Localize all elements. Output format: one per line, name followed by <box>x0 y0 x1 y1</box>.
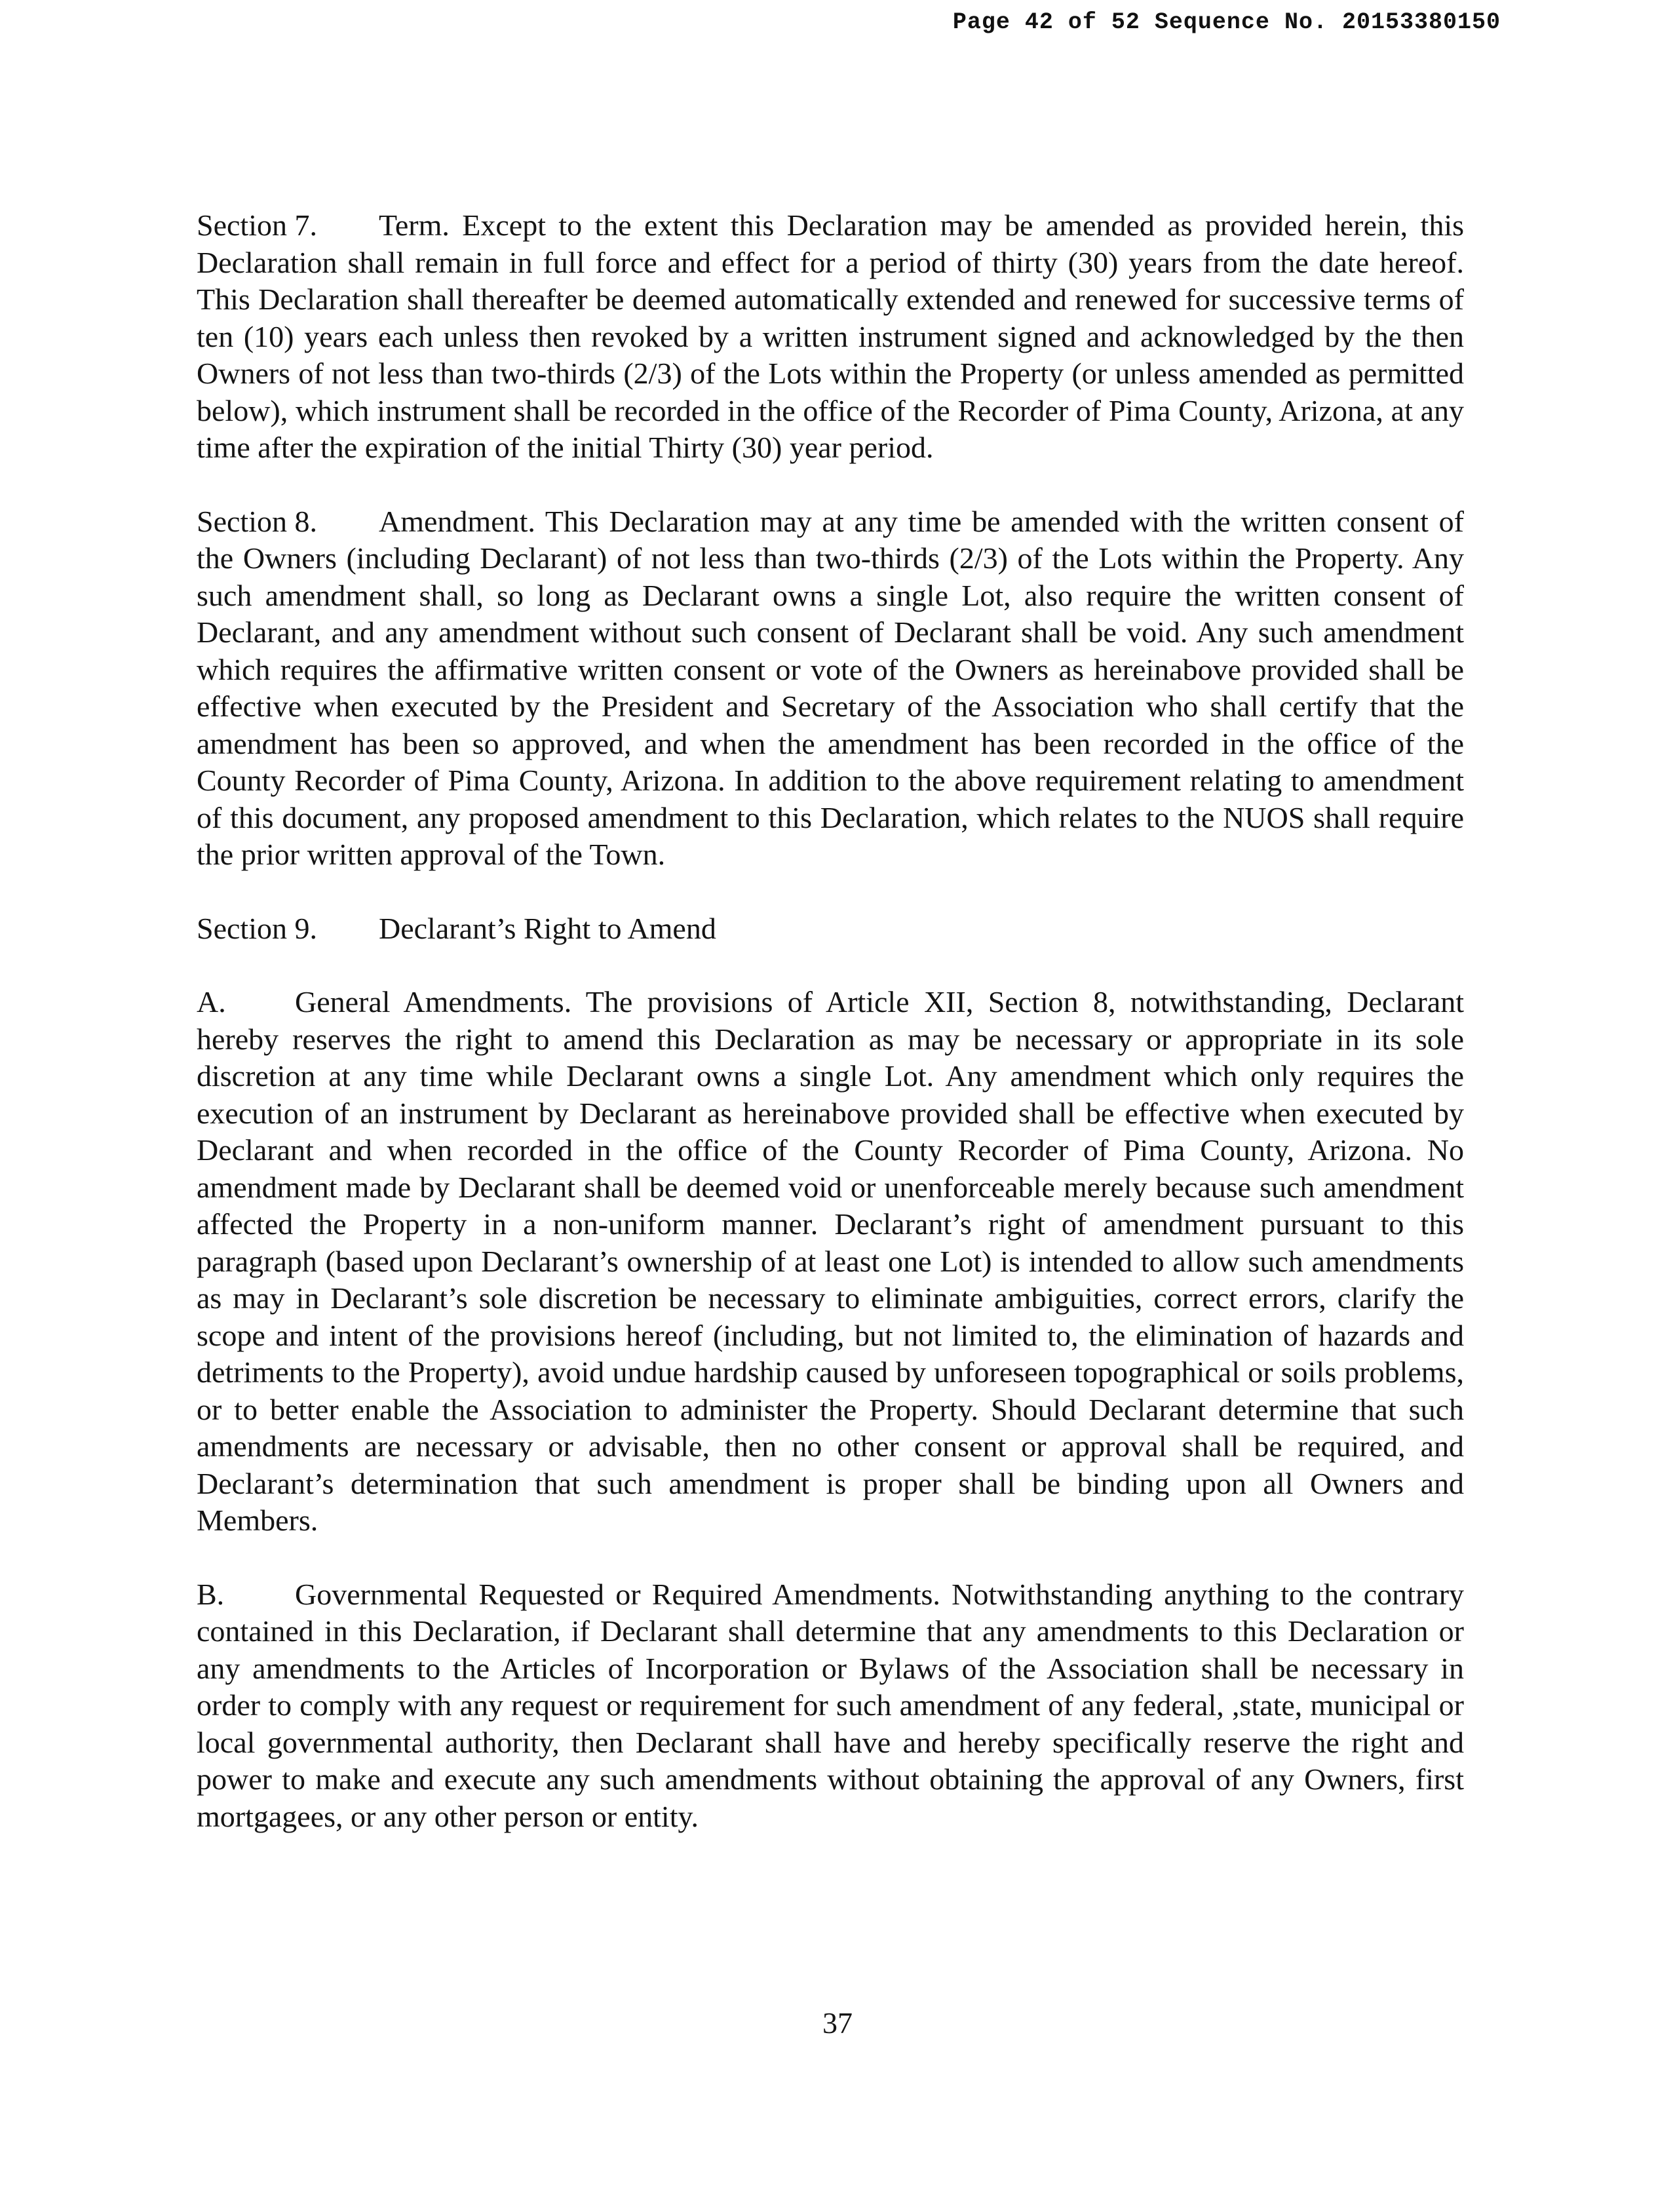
section-9-title: Declarant’s Right to Amend <box>379 911 716 945</box>
subsection-a-text: The provisions of Article XII, Section 8, notwithstanding, Declarant hereby reserves the right to amend this Declaration as may be necessary or appropriate in its sole discretion at any time while Declarant owns a single Lot. Any amendment which only requires the execution of an instrument by Declarant as hereinabove provided shall be effective when executed by Declarant and when recorded in the office of the County Recorder of Pima County, Arizona. No amendment made by Declarant shall be deemed void or unenforceable merely because such amendment affected the Property in a non-uniform manner. Declarant’s right of amendment pursuant to this paragraph (based upon Declarant’s ownership of at least one Lot) is intended to allow such amendments as may in Declarant’s sole discretion be necessary to eliminate ambiguities, correct errors, clarify the scope and intent of the provisions hereof (including, but not limited to, the elimination of hazards and detriments to the Property), avoid undue hardship caused by unforeseen topographical or soils problems, or to better enable the Association to administer the Property. Should Declarant determine that such amendments are necessary or advisable, then no other consent or approval shall be required, and Declarant’s determination that such amendment is proper shall be binding upon all Owners and Members. <box>197 985 1465 1537</box>
page-number: 37 <box>822 2006 853 2040</box>
section-7-text: Except to the extent this Declaration may be amended as provided herein, this Declaration shall remain in full force and effect for a period of thirty (30) years from the date hereof. This Declaration shall thereafter be deemed automatically extended and renewed for successive terms of ten (10) years each unless then revoked by a written instrument signed and acknowledged by the then Owners of not less than two-thirds (2/3) of the Lots within the Property (or unless amended as permitted below), which instrument shall be recorded in the office of the Recorder of Pima County, Arizona, at any time after the expiration of the initial Thirty (30) year period. <box>197 208 1465 464</box>
subsection-a-label: A. <box>197 985 226 1019</box>
subsection-b-label: B. <box>197 1577 225 1611</box>
section-9-label: Section 9. <box>197 911 317 945</box>
section-7-title: Term. <box>379 208 450 242</box>
section-8-paragraph <box>197 503 1464 874</box>
subsection-b-paragraph <box>197 1576 1464 1836</box>
section-8-text: This Declaration may at any time be amended with the written consent of the Owners (including Declarant) of not less than two-thirds (2/3) of the Lots within the Property. Any such amendment shall, so long as Declarant owns a single Lot, also require the written consent of Declarant, and any amendment without such consent of Declarant shall be void. Any such amendment which requires the affirmative written consent or vote of the Owners as hereinabove provided shall be effective when executed by the President and Secretary of the Association who shall certify that the amendment has been so approved, and when the amendment has been recorded in the office of the County Recorder of Pima County, Arizona. In addition to the above requirement relating to amendment of this document, any proposed amendment to this Declaration, which relates to the NUOS shall require the prior written approval of the Town. <box>197 504 1465 871</box>
section-7-label: Section 7. <box>197 208 317 242</box>
document-body <box>197 207 1464 1835</box>
section-8-title: Amendment. <box>379 504 535 538</box>
subsection-a-paragraph <box>197 984 1464 1540</box>
section-7-paragraph <box>197 207 1464 467</box>
subsection-b-text: Notwithstanding anything to the contrary contained in this Declaration, if Declarant shall determine that any amendments to this Declaration or any amendments to the Articles of Incorporation or Bylaws of the Association shall be necessary in order to comply with any request or requirement for such amendment of any federal, ,state, municipal or local governmental authority, then Declarant shall have and hereby specifically reserve the right and power to make and execute any such amendments without obtaining the approval of any Owners, first mortgagees, or any other person or entity. <box>197 1577 1465 1833</box>
section-9-heading <box>197 910 1464 948</box>
subsection-a-title: General Amendments. <box>295 985 572 1019</box>
section-8-label: Section 8. <box>197 504 317 538</box>
page-sequence-stamp: Page 42 of 52 Sequence No. 20153380150 <box>952 9 1501 35</box>
subsection-b-title: Governmental Requested or Required Amendments. <box>295 1577 940 1611</box>
